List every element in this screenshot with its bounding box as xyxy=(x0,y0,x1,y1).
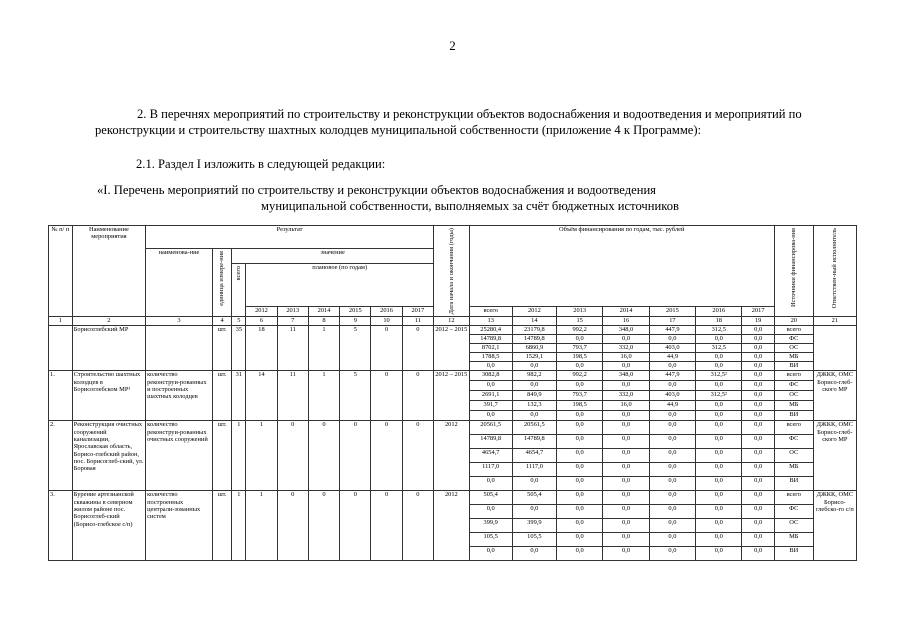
measure-name: Борисоглебский МР xyxy=(72,326,145,371)
funding-value: 14789,8 xyxy=(512,435,556,449)
column-number: 7 xyxy=(277,317,308,326)
funding-value: 14789,8 xyxy=(512,335,556,344)
year-value: 14 xyxy=(246,371,277,421)
column-number: 8 xyxy=(308,317,339,326)
unit: шт. xyxy=(212,371,231,421)
funding-value: 505,4 xyxy=(469,491,512,505)
funding-value: 0,0 xyxy=(512,411,556,421)
column-number: 4 xyxy=(212,317,231,326)
funding-value: 0,0 xyxy=(742,491,774,505)
funding-value: 198,5 xyxy=(556,401,602,411)
funding-value: 0,0 xyxy=(696,411,742,421)
funding-value: 992,2 xyxy=(556,326,602,335)
year-value: 18 xyxy=(246,326,277,371)
funding-source: всего xyxy=(774,421,813,435)
funding-source: ФС xyxy=(774,381,813,391)
funding-value: 3082,8 xyxy=(469,371,512,381)
paragraph-2: 2. В перечнях мероприятий по строительству и реконструкции объектов водоснабжения и водоотведения и мероприятий по реконструкции и строительству шахтных колодцев муниципальной собственности (приложение 4 к Программе): xyxy=(95,107,802,137)
funding-value: 0,0 xyxy=(603,477,649,491)
funding-value: 0,0 xyxy=(556,533,602,547)
funding-value: 0,0 xyxy=(512,477,556,491)
result-name: количество построенных централи-зованных систем xyxy=(146,491,213,561)
funding-value: 403,0 xyxy=(649,344,695,353)
funding-value: 44,9 xyxy=(649,401,695,411)
year-value: 11 xyxy=(277,326,308,371)
funding-value: 0,0 xyxy=(742,463,774,477)
year-value: 0 xyxy=(340,421,371,491)
funding-value: 0,0 xyxy=(696,505,742,519)
funding-value: 4654,7 xyxy=(469,449,512,463)
funding-value: 0,0 xyxy=(603,519,649,533)
funding-value: 0,0 xyxy=(649,547,695,561)
funding-value: 0,0 xyxy=(556,519,602,533)
funding-value: 0,0 xyxy=(556,547,602,561)
funding-value: 0,0 xyxy=(742,335,774,344)
funding-value: 0,0 xyxy=(649,533,695,547)
header-fund-year: 2014 xyxy=(603,307,649,317)
funding-value: 0,0 xyxy=(603,435,649,449)
funding-value: 0,0 xyxy=(603,381,649,391)
table-row xyxy=(49,421,857,435)
funding-value: 0,0 xyxy=(649,421,695,435)
funding-value: 0,0 xyxy=(742,519,774,533)
column-number: 14 xyxy=(512,317,556,326)
responsible: ДЖКК, ОМС Борисо-глеб-ского МР xyxy=(813,421,856,491)
funding-value: 0,0 xyxy=(512,362,556,371)
year-value: 0 xyxy=(277,491,308,561)
funding-value: 0,0 xyxy=(696,547,742,561)
funding-value: 0,0 xyxy=(469,505,512,519)
column-number: 9 xyxy=(340,317,371,326)
funding-value: 198,5 xyxy=(556,353,602,362)
funding-value: 0,0 xyxy=(603,411,649,421)
funding-value: 0,0 xyxy=(696,519,742,533)
funding-source: ВИ xyxy=(774,477,813,491)
funding-source: ФС xyxy=(774,435,813,449)
header-year: 2016 xyxy=(371,307,402,317)
funding-value: 0,0 xyxy=(696,491,742,505)
column-number: 12 xyxy=(434,317,470,326)
dates: 2012 – 2015 xyxy=(434,371,470,421)
table-row xyxy=(49,371,857,381)
header-unit: единица измере-ния xyxy=(212,249,231,317)
funding-value: 0,0 xyxy=(649,381,695,391)
funding-value: 0,0 xyxy=(742,547,774,561)
column-number: 2 xyxy=(72,317,145,326)
header-year: 2012 xyxy=(246,307,277,317)
funding-value: 0,0 xyxy=(603,449,649,463)
year-value: 0 xyxy=(308,421,339,491)
funding-source: ВИ xyxy=(774,362,813,371)
funding-source: ФС xyxy=(774,335,813,344)
year-value: 0 xyxy=(402,421,433,491)
funding-value: 0,0 xyxy=(512,381,556,391)
funding-value: 348,0 xyxy=(603,326,649,335)
table-row xyxy=(49,491,857,505)
result-name: количество реконструи-рованных и построенных шахтных колодцев xyxy=(146,371,213,421)
section-title-line1: «I. Перечень мероприятий по строительству и реконструкции объектов водоснабжения и водоотведения xyxy=(97,183,656,197)
row-number: 1. xyxy=(49,371,73,421)
header-year: 2014 xyxy=(308,307,339,317)
funding-value: 793,7 xyxy=(556,391,602,401)
funding-source: всего xyxy=(774,491,813,505)
column-number: 1 xyxy=(49,317,73,326)
dates: 2012 – 2015 xyxy=(434,326,470,371)
funding-value: 0,0 xyxy=(469,362,512,371)
funding-value: 0,0 xyxy=(556,421,602,435)
column-number: 19 xyxy=(742,317,774,326)
funding-value: 0,0 xyxy=(742,449,774,463)
funding-value: 0,0 xyxy=(603,505,649,519)
funding-value: 0,0 xyxy=(603,491,649,505)
funding-value: 332,0 xyxy=(603,391,649,401)
unit: шт. xyxy=(212,421,231,491)
funding-value: 0,0 xyxy=(696,381,742,391)
funding-value: 0,0 xyxy=(696,449,742,463)
funding-value: 0,0 xyxy=(649,477,695,491)
funding-value: 25280,4 xyxy=(469,326,512,335)
header-name: Наименование мероприятия xyxy=(72,226,145,317)
funding-value: 0,0 xyxy=(696,421,742,435)
column-number: 20 xyxy=(774,317,813,326)
funding-value: 0,0 xyxy=(603,463,649,477)
column-number: 13 xyxy=(469,317,512,326)
funding-value: 403,0 xyxy=(649,391,695,401)
year-value: 5 xyxy=(340,326,371,371)
column-number: 6 xyxy=(246,317,277,326)
section-title-line2: муниципальной собственности, выполняемых за счёт бюджетных источников xyxy=(261,198,679,213)
header-total: всего xyxy=(232,264,246,317)
funding-source: МБ xyxy=(774,401,813,411)
funding-value: 391,7 xyxy=(469,401,512,411)
column-number: 16 xyxy=(603,317,649,326)
year-value: 0 xyxy=(371,371,402,421)
responsible xyxy=(813,326,856,371)
funding-source: ВИ xyxy=(774,547,813,561)
result-total: 31 xyxy=(232,371,246,421)
header-fund-year: 2015 xyxy=(649,307,695,317)
funding-value: 0,0 xyxy=(649,435,695,449)
funding-value: 6860,9 xyxy=(512,344,556,353)
header-fund-year: 2016 xyxy=(696,307,742,317)
column-number: 15 xyxy=(556,317,602,326)
funding-value: 0,0 xyxy=(556,411,602,421)
measure-name: Строительство шахтных колодцев в Борисоглебском МР¹ xyxy=(72,371,145,421)
funding-value: 0,0 xyxy=(742,477,774,491)
header-dates: Дата начала и окончания (годы) xyxy=(434,226,470,317)
year-value: 5 xyxy=(340,371,371,421)
funding-value: 0,0 xyxy=(469,547,512,561)
unit: шт. xyxy=(212,491,231,561)
funding-source: всего xyxy=(774,326,813,335)
funding-value: 0,0 xyxy=(649,335,695,344)
funding-value: 0,0 xyxy=(742,371,774,381)
dates: 2012 xyxy=(434,421,470,491)
row-number: 2. xyxy=(49,421,73,491)
funding-value: 0,0 xyxy=(742,505,774,519)
year-value: 1 xyxy=(308,371,339,421)
funding-source: ОС xyxy=(774,519,813,533)
funding-value: 0,0 xyxy=(696,435,742,449)
year-value: 1 xyxy=(246,491,277,561)
funding-source: ОС xyxy=(774,391,813,401)
funding-value: 0,0 xyxy=(649,463,695,477)
year-value: 0 xyxy=(402,491,433,561)
funding-value: 0,0 xyxy=(556,362,602,371)
column-number: 18 xyxy=(696,317,742,326)
funding-value: 0,0 xyxy=(696,353,742,362)
funding-value: 0,0 xyxy=(469,411,512,421)
funding-value: 1788,5 xyxy=(469,353,512,362)
funding-value: 23179,8 xyxy=(512,326,556,335)
funding-value: 0,0 xyxy=(742,353,774,362)
result-name xyxy=(146,326,213,371)
table-row xyxy=(49,326,857,335)
year-value: 0 xyxy=(371,421,402,491)
funding-value: 0,0 xyxy=(603,335,649,344)
funding-value: 0,0 xyxy=(742,435,774,449)
funding-value: 0,0 xyxy=(696,463,742,477)
year-value: 0 xyxy=(371,491,402,561)
funding-value: 0,0 xyxy=(556,491,602,505)
column-number: 5 xyxy=(232,317,246,326)
header-fund-total: всего xyxy=(469,307,512,317)
funding-value: 0,0 xyxy=(742,326,774,335)
funding-value: 0,0 xyxy=(742,381,774,391)
result-total: 35 xyxy=(232,326,246,371)
funding-value: 0,0 xyxy=(742,533,774,547)
funding-value: 312,5 xyxy=(696,344,742,353)
funding-value: 0,0 xyxy=(512,505,556,519)
result-name: количество реконструи-рованных очистных сооружений xyxy=(146,421,213,491)
funding-source: МБ xyxy=(774,353,813,362)
funding-value: 1117,0 xyxy=(469,463,512,477)
column-number: 3 xyxy=(146,317,213,326)
funding-value: 982,2 xyxy=(512,371,556,381)
funding-value: 0,0 xyxy=(742,401,774,411)
funding-value: 505,4 xyxy=(512,491,556,505)
page-number: 2 xyxy=(449,38,456,53)
header-sources: Источники финансирова-ния xyxy=(774,226,813,317)
funding-value: 312,5² xyxy=(696,371,742,381)
funding-value: 0,0 xyxy=(556,449,602,463)
header-planned: плановое (по годам) xyxy=(246,264,434,307)
funding-value: 447,9 xyxy=(649,371,695,381)
funding-value: 0,0 xyxy=(742,362,774,371)
funding-value: 0,0 xyxy=(556,505,602,519)
funding-value: 44,9 xyxy=(649,353,695,362)
funding-value: 0,0 xyxy=(603,362,649,371)
section-title xyxy=(95,183,815,214)
funding-value: 0,0 xyxy=(742,344,774,353)
funding-value: 0,0 xyxy=(649,411,695,421)
funding-value: 0,0 xyxy=(742,391,774,401)
row-number xyxy=(49,326,73,371)
funding-value: 312,5 xyxy=(696,326,742,335)
year-value: 0 xyxy=(371,326,402,371)
funding-value: 14789,8 xyxy=(469,435,512,449)
result-total: 1 xyxy=(232,421,246,491)
funding-value: 0,0 xyxy=(469,381,512,391)
year-value: 0 xyxy=(340,491,371,561)
funding-value: 132,3 xyxy=(512,401,556,411)
funding-value: 992,2 xyxy=(556,371,602,381)
column-number: 17 xyxy=(649,317,695,326)
year-value: 1 xyxy=(308,326,339,371)
funding-source: всего xyxy=(774,371,813,381)
funding-value: 0,0 xyxy=(649,449,695,463)
responsible: ДЖКК, ОМС Борисо-глеб-ского МР xyxy=(813,371,856,421)
funding-value: 0,0 xyxy=(696,401,742,411)
funding-value: 0,0 xyxy=(696,533,742,547)
funding-source: МБ xyxy=(774,533,813,547)
funding-value: 16,0 xyxy=(603,401,649,411)
funding-value: 0,0 xyxy=(742,411,774,421)
header-year: 2017 xyxy=(402,307,433,317)
funding-value: 105,5 xyxy=(469,533,512,547)
funding-value: 348,0 xyxy=(603,371,649,381)
header-fund-year: 2017 xyxy=(742,307,774,317)
header-result: Результат xyxy=(146,226,434,249)
dates: 2012 xyxy=(434,491,470,561)
header-year: 2013 xyxy=(277,307,308,317)
funding-value: 0,0 xyxy=(696,362,742,371)
year-value: 11 xyxy=(277,371,308,421)
funding-value: 312,5² xyxy=(696,391,742,401)
funding-value: 0,0 xyxy=(603,421,649,435)
year-value: 0 xyxy=(277,421,308,491)
funding-value: 105,5 xyxy=(512,533,556,547)
funding-value: 0,0 xyxy=(603,533,649,547)
unit: шт. xyxy=(212,326,231,371)
measures-table xyxy=(48,225,857,561)
funding-value: 399,9 xyxy=(512,519,556,533)
funding-value: 0,0 xyxy=(603,547,649,561)
year-value: 0 xyxy=(308,491,339,561)
funding-value: 8702,1 xyxy=(469,344,512,353)
funding-value: 0,0 xyxy=(556,477,602,491)
funding-source: ВИ xyxy=(774,411,813,421)
column-number: 21 xyxy=(813,317,856,326)
funding-value: 1529,1 xyxy=(512,353,556,362)
funding-value: 0,0 xyxy=(696,335,742,344)
header-year: 2015 xyxy=(340,307,371,317)
funding-value: 16,0 xyxy=(603,353,649,362)
funding-value: 14789,8 xyxy=(469,335,512,344)
paragraph-2-1: 2.1. Раздел I изложить в следующей редакции: xyxy=(136,157,386,171)
year-value: 0 xyxy=(402,371,433,421)
funding-value: 332,0 xyxy=(603,344,649,353)
funding-value: 1117,0 xyxy=(512,463,556,477)
funding-source: ОС xyxy=(774,449,813,463)
funding-value: 0,0 xyxy=(742,421,774,435)
year-value: 0 xyxy=(402,326,433,371)
header-funding: Объём финансирования по годам, тыс. рублей xyxy=(469,226,774,307)
funding-value: 0,0 xyxy=(696,477,742,491)
funding-value: 793,7 xyxy=(556,344,602,353)
year-value: 1 xyxy=(246,421,277,491)
funding-value: 0,0 xyxy=(556,381,602,391)
header-responsible: Ответствен-ный исполнитель xyxy=(813,226,856,317)
row-number: 3. xyxy=(49,491,73,561)
funding-value: 20561,5 xyxy=(512,421,556,435)
funding-value: 0,0 xyxy=(556,335,602,344)
funding-value: 20561,5 xyxy=(469,421,512,435)
measure-name: Реконструкция очистных сооружений канализации, Ярославская область, Борисо-глебский район, пос. Борисоглеб-ский, ул. Боровая xyxy=(72,421,145,491)
header-no: № п/ п xyxy=(49,226,73,317)
funding-source: МБ xyxy=(774,463,813,477)
funding-source: ФС xyxy=(774,505,813,519)
column-number: 10 xyxy=(371,317,402,326)
funding-value: 0,0 xyxy=(556,463,602,477)
funding-value: 0,0 xyxy=(649,362,695,371)
funding-value: 0,0 xyxy=(649,505,695,519)
header-fund-year: 2013 xyxy=(556,307,602,317)
funding-value: 0,0 xyxy=(649,491,695,505)
funding-value: 0,0 xyxy=(556,435,602,449)
funding-value: 399,9 xyxy=(469,519,512,533)
funding-value: 0,0 xyxy=(469,477,512,491)
header-value: значение xyxy=(232,249,434,264)
measure-name: Бурение артезианской скважины в северном жилом районе пос. Борисоглеб-ский (Борисо-глебское с/п) xyxy=(72,491,145,561)
responsible: ДЖКК, ОМС Борисо-глебско-го с/п xyxy=(813,491,856,561)
result-total: 1 xyxy=(232,491,246,561)
funding-value: 4654,7 xyxy=(512,449,556,463)
funding-value: 2691,1 xyxy=(469,391,512,401)
header-result-name: наименова-ние xyxy=(146,249,213,317)
funding-value: 0,0 xyxy=(649,519,695,533)
funding-value: 0,0 xyxy=(512,547,556,561)
header-fund-year: 2012 xyxy=(512,307,556,317)
column-number: 11 xyxy=(402,317,433,326)
funding-value: 849,9 xyxy=(512,391,556,401)
funding-source: ОС xyxy=(774,344,813,353)
funding-value: 447,9 xyxy=(649,326,695,335)
